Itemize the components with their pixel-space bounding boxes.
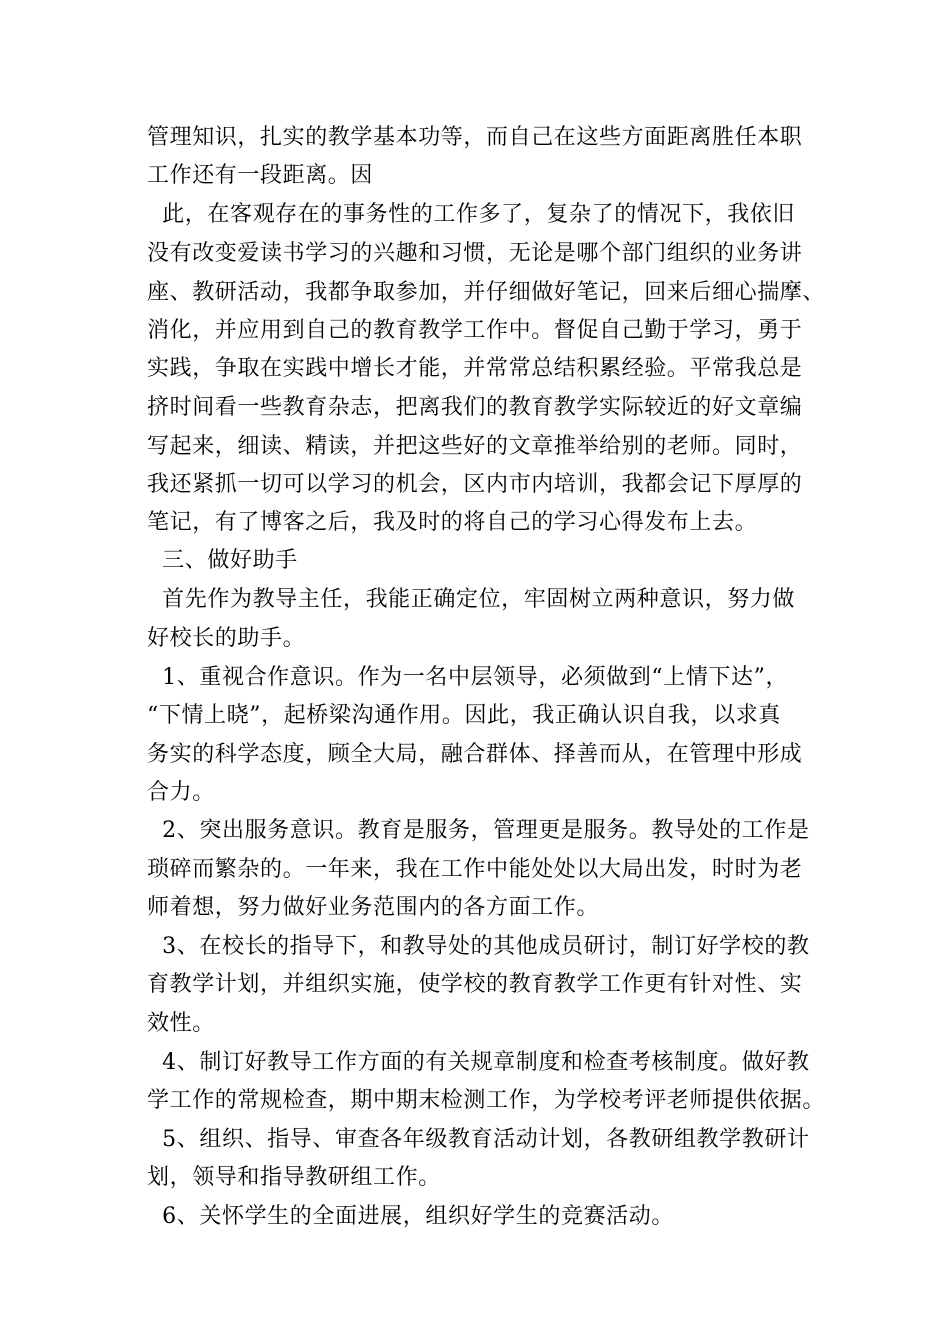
text-line: 1、重视合作意识。作为一名中层领导，必须做到“上情下达”， — [147, 665, 789, 690]
text-line: 好校长的助手。 — [147, 626, 306, 651]
text-line: 育教学计划，并组织实施，使学校的教育教学工作更有针对性、实 — [147, 972, 803, 997]
text-line: 消化，并应用到自己的教育教学工作中。督促自己勤于学习，勇于 — [147, 318, 803, 343]
text-line: 首先作为教导主任，我能正确定位，牢固树立两种意识，努力做 — [147, 587, 795, 612]
text-line: 务实的科学态度，顾全大局，融合群体、择善而从，在管理中形成 — [147, 742, 803, 767]
text-line: 我还紧抓一切可以学习的机会，区内市内培训，我都会记下厚厚的 — [147, 472, 803, 497]
text-line: 琐碎而繁杂的。一年来，我在工作中能处处以大局出发，时时为老 — [147, 857, 803, 882]
text-line: 6、关怀学生的全面进展，组织好学生的竞赛活动。 — [147, 1204, 674, 1229]
text-line: 实践，争取在实践中增长才能，并常常总结积累经验。平常我总是 — [147, 356, 803, 381]
text-line: 座、教研活动，我都争取参加，并仔细做好笔记，回来后细心揣摩、 — [147, 280, 826, 305]
text-line: 挤时间看一些教育杂志，把离我们的教育教学实际较近的好文章编 — [147, 395, 803, 420]
text-line: 写起来，细读、精读，并把这些好的文章推举给别的老师。同时， — [147, 434, 803, 459]
text-line: 工作还有一段距离。因 — [147, 163, 374, 188]
text-line: 效性。 — [147, 1011, 215, 1036]
text-line: “下情上晓”，起桥梁沟通作用。因此，我正确认识自我，以求真 — [147, 703, 781, 728]
text-line: 合力。 — [147, 780, 215, 805]
text-line: 师着想，努力做好业务范围内的各方面工作。 — [147, 895, 600, 920]
text-line: 笔记，有了博客之后，我及时的将自己的学习心得发布上去。 — [147, 510, 758, 535]
text-line: 学工作的常规检查，期中期末检测工作，为学校考评老师提供依据。 — [147, 1088, 826, 1113]
text-line: 4、制订好教导工作方面的有关规章制度和检查考核制度。做好教 — [147, 1050, 810, 1075]
section-heading: 三、做好助手 — [147, 548, 298, 573]
text-line: 此，在客观存在的事务性的工作多了，复杂了的情况下，我依旧 — [147, 202, 795, 227]
text-line: 5、组织、指导、审查各年级教育活动计划，各教研组教学教研计 — [147, 1127, 810, 1152]
text-line: 3、在校长的指导下，和教导处的其他成员研讨，制订好学校的教 — [147, 934, 810, 959]
text-line: 划，领导和指导教研组工作。 — [147, 1165, 441, 1190]
text-line: 管理知识，扎实的教学基本功等，而自己在这些方面距离胜任本职 — [147, 125, 803, 150]
text-line: 2、突出服务意识。教育是服务，管理更是服务。教导处的工作是 — [147, 818, 810, 843]
text-line: 没有改变爱读书学习的兴趣和习惯，无论是哪个部门组织的业务讲 — [147, 241, 803, 266]
